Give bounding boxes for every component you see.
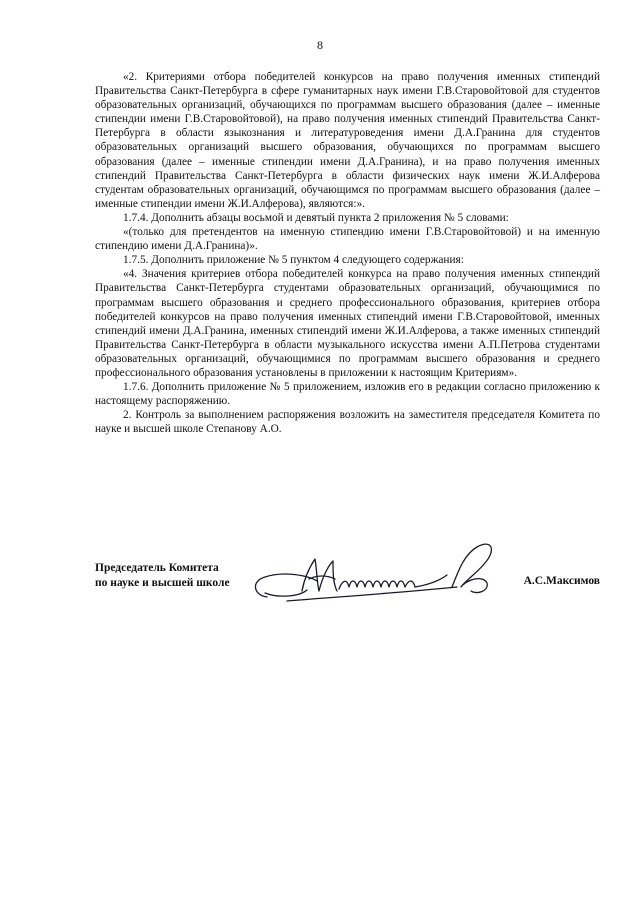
paragraph-criteria-clause-2: «2. Критериями отбора победителей конкурсов на право получения именных стипендий Правительства Санкт-Петербурга в сфере гуманитарных наук имени Г.В.Старовойтовой для студентов образовательных организаций, обучающихся по программам высшего образования (далее – именные стипендии имени Г.В.Старовойтовой), на право получения именных стипендий Правительства Санкт-Петербурга в области языкознания и литературоведения имени Д.А.Гранина для студентов образовательных организаций высшего образования, обучающихся по программам высшего образования (далее – именные стипендии имени Д.А.Гранина), и на право получения именных стипендий Правительства Санкт-Петербурга в области физических наук имени Ж.И.Алферова студентам образовательных организаций, обучающимся по программам высшего образования (далее – именные стипендии имени Ж.И.Алферова), являются:».: [95, 71, 600, 210]
signatory-name: А.С.Максимов: [523, 575, 600, 587]
signatory-title-line2: по науке и высшей школе: [95, 577, 230, 589]
signatory-title-line1: Председатель Комитета: [95, 562, 219, 574]
paragraph-1-7-5: 1.7.5. Дополнить приложение № 5 пунктом 4 следующего содержания:: [123, 254, 464, 267]
paragraph-1-7-6: 1.7.6. Дополнить приложение № 5 приложением, изложив его в редакции согласно приложению к настоящему распоряжению.: [95, 381, 600, 408]
paragraph-clause-4: «4. Значения критериев отбора победителей конкурса на право получения именных стипендий Правительства Санкт-Петербурга студентами образовательных организаций, обучающимися по программам высшего образования и среднего профессионального образования, критериев отбора победителей конкурсов на право получения именных стипендий имени Г.В.Старовойтовой, именных стипендий имени Д.А.Гранина, именных стипендий имени Ж.И.Алферова, а также именных стипендий Правительства Санкт-Петербурга в области музыкального искусства имени А.П.Петрова студентами образовательных организаций, обучающимися по программам высшего образования и среднего профессионального образования установлены в приложении к настоящим Критериям».: [95, 268, 600, 379]
document-body: [95, 70, 600, 436]
signatory-title: [95, 561, 230, 591]
paragraph-1-7-4: 1.7.4. Дополнить абзацы восьмой и девятый пункта 2 приложения № 5 словами:: [123, 211, 509, 224]
paragraph-control: 2. Контроль за выполнением распоряжения возложить на заместителя председателя Комитета по науке и высшей школе Степанову А.О.: [95, 409, 600, 436]
page-number: 8: [317, 38, 323, 52]
handwritten-signature: [247, 535, 547, 615]
signature-block: [95, 555, 600, 615]
paragraph-1-7-4-insert: «(только для претендентов на именную стипендию имени Г.В.Старовойтовой) и на именную стипендию имени Д.А.Гранина)».: [95, 226, 600, 253]
